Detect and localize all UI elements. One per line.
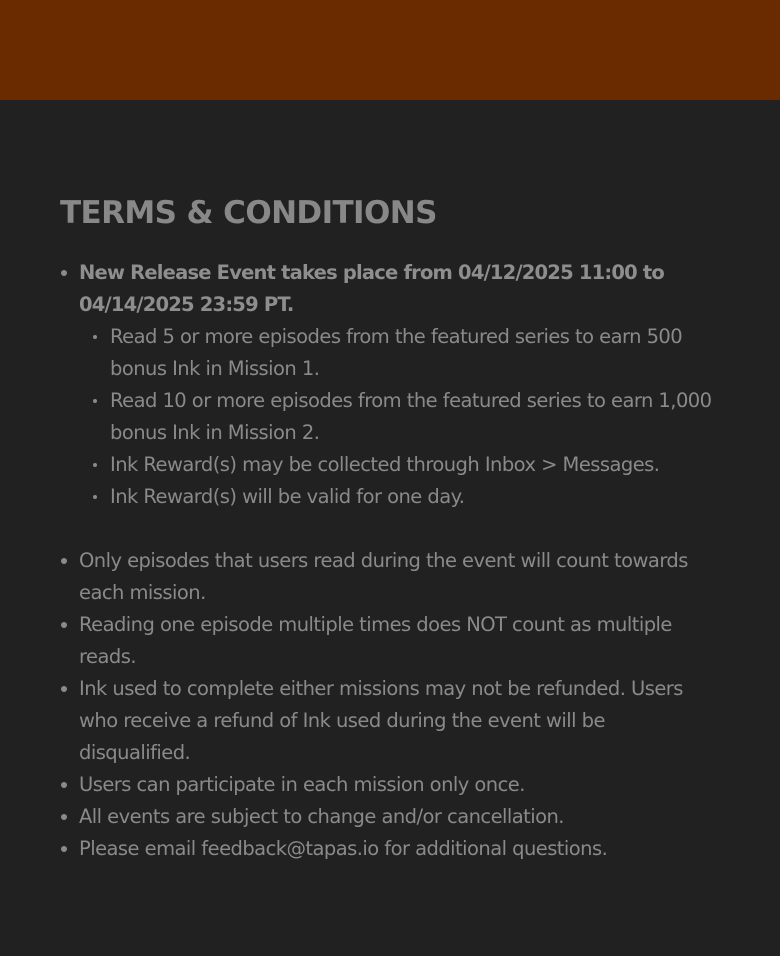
terms-rule-item: Reading one episode multiple times does NOT count as multiple reads. xyxy=(60,609,720,673)
terms-rule-item: Only episodes that users read during the event will count towards each mission. xyxy=(60,545,720,609)
terms-rule-item: Ink used to complete either missions may not be refunded. Users who receive a refund of Ink used during the event will be disqualified. xyxy=(60,673,720,769)
top-banner xyxy=(0,0,780,100)
terms-section xyxy=(0,100,780,956)
terms-rule-item: All events are subject to change and/or cancellation. xyxy=(60,801,720,833)
terms-list xyxy=(60,257,720,865)
terms-rule-item: Please email feedback@tapas.io for additional questions. xyxy=(60,833,720,865)
section-title: TERMS & CONDITIONS xyxy=(60,195,437,231)
event-detail-item: Ink Reward(s) may be collected through Inbox > Messages. xyxy=(79,449,720,481)
event-detail-item: Read 5 or more episodes from the featured series to earn 500 bonus Ink in Mission 1. xyxy=(79,321,720,385)
event-detail-item: Read 10 or more episodes from the featured series to earn 1,000 bonus Ink in Mission 2. xyxy=(79,385,720,449)
event-detail-item: Ink Reward(s) will be valid for one day. xyxy=(79,481,720,513)
terms-event-item xyxy=(60,257,720,545)
list-spacer xyxy=(79,513,720,545)
terms-rule-item: Users can participate in each mission only once. xyxy=(60,769,720,801)
event-details-list xyxy=(79,321,720,513)
event-period-text: New Release Event takes place from 04/12/2025 11:00 to 04/14/2025 23:59 PT. xyxy=(79,261,665,316)
